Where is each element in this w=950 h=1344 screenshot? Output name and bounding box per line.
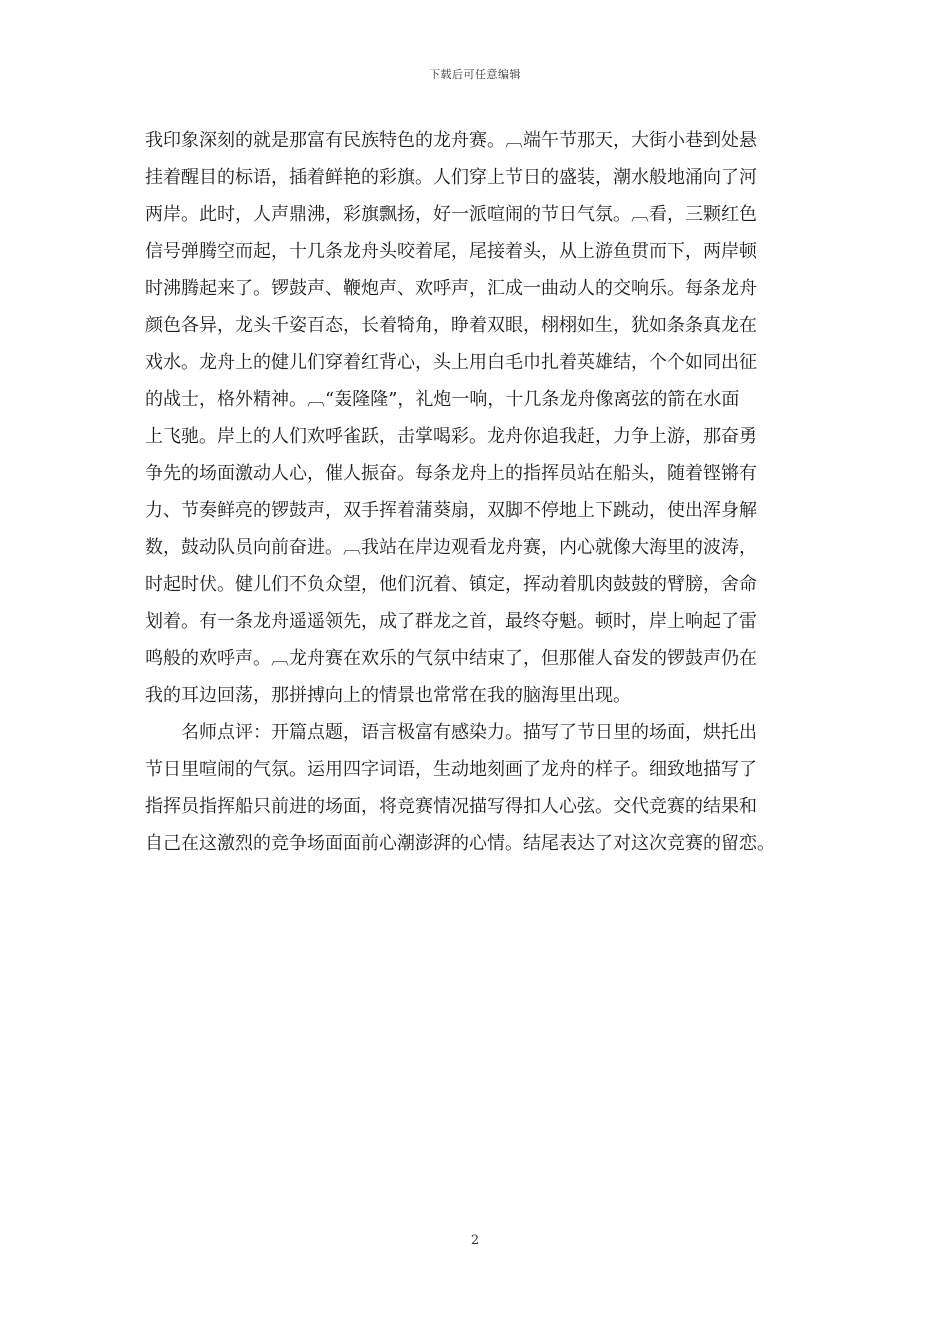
text-line: 鸣般的欢呼声。︹龙舟赛在欢乐的气氛中结束了，但那催人奋发的锣鼓声仍在 bbox=[145, 648, 757, 669]
page-number: 2 bbox=[470, 1233, 480, 1248]
teacher-comment bbox=[145, 714, 807, 862]
document-body bbox=[145, 122, 807, 862]
text-line: 数，鼓动队员向前奋进。︹我站在岸边观看龙舟赛，内心就像大海里的波涛， bbox=[145, 537, 757, 558]
text-line: 力、节奏鲜亮的锣鼓声，双手挥着蒲葵扇，双脚不停地上下跳动，使出浑身解 bbox=[145, 500, 757, 521]
text-line: 时沸腾起来了。锣鼓声、鞭炮声、欢呼声，汇成一曲动人的交响乐。每条龙舟 bbox=[145, 278, 757, 299]
comment-line: 节日里喧闹的气氛。运用四字词语，生动地刻画了龙舟的样子。细致地描写了 bbox=[145, 759, 757, 780]
text-line: 颜色各异，龙头千姿百态，长着犄角，睁着双眼，栩栩如生，犹如条条真龙在 bbox=[145, 315, 757, 336]
text-line: 上飞驰。岸上的人们欢呼雀跃，击掌喝彩。龙舟你追我赶，力争上游，那奋勇 bbox=[145, 426, 757, 447]
comment-line: 名师点评：开篇点题，语言极富有感染力。描写了节日里的场面，烘托出 bbox=[145, 722, 757, 743]
text-line: 的战士，格外精神。︹“轰隆隆”，礼炮一响，十几条龙舟像离弦的箭在水面 bbox=[145, 389, 740, 410]
text-line: 挂着醒目的标语，插着鲜艳的彩旗。人们穿上节日的盛装，潮水般地涌向了河 bbox=[145, 167, 757, 188]
text-line: 戏水。龙舟上的健儿们穿着红背心，头上用白毛巾扎着英雄结，个个如同出征 bbox=[145, 352, 757, 373]
page-header: 下载后可任意编辑 bbox=[429, 68, 521, 81]
comment-line: 指挥员指挥船只前进的场面，将竞赛情况描写得扣人心弦。交代竞赛的结果和 bbox=[145, 796, 757, 817]
text-line: 划着。有一条龙舟遥遥领先，成了群龙之首，最终夺魁。顿时，岸上响起了雷 bbox=[145, 611, 757, 632]
text-line: 两岸。此时，人声鼎沸，彩旗飘扬，好一派喧闹的节日气氛。︹看，三颗红色 bbox=[145, 204, 757, 225]
text-line: 争先的场面激动人心，催人振奋。每条龙舟上的指挥员站在船头，随着铿锵有 bbox=[145, 463, 757, 484]
comment-line: 自己在这激烈的竞争场面面前心潮澎湃的心情。结尾表达了对这次竞赛的留恋。 bbox=[145, 833, 775, 854]
text-line: 我的耳边回荡，那拼搏向上的情景也常常在我的脑海里出现。 bbox=[145, 685, 631, 706]
text-line: 时起时伏。健儿们不负众望，他们沉着、镇定，挥动着肌肉鼓鼓的臂膀，舍命 bbox=[145, 574, 757, 595]
essay-paragraph bbox=[145, 122, 807, 714]
text-line: 我印象深刻的就是那富有民族特色的龙舟赛。︹端午节那天，大街小巷到处悬 bbox=[145, 130, 757, 151]
text-line: 信号弹腾空而起，十几条龙舟头咬着尾，尾接着头，从上游鱼贯而下，两岸顿 bbox=[145, 241, 757, 262]
